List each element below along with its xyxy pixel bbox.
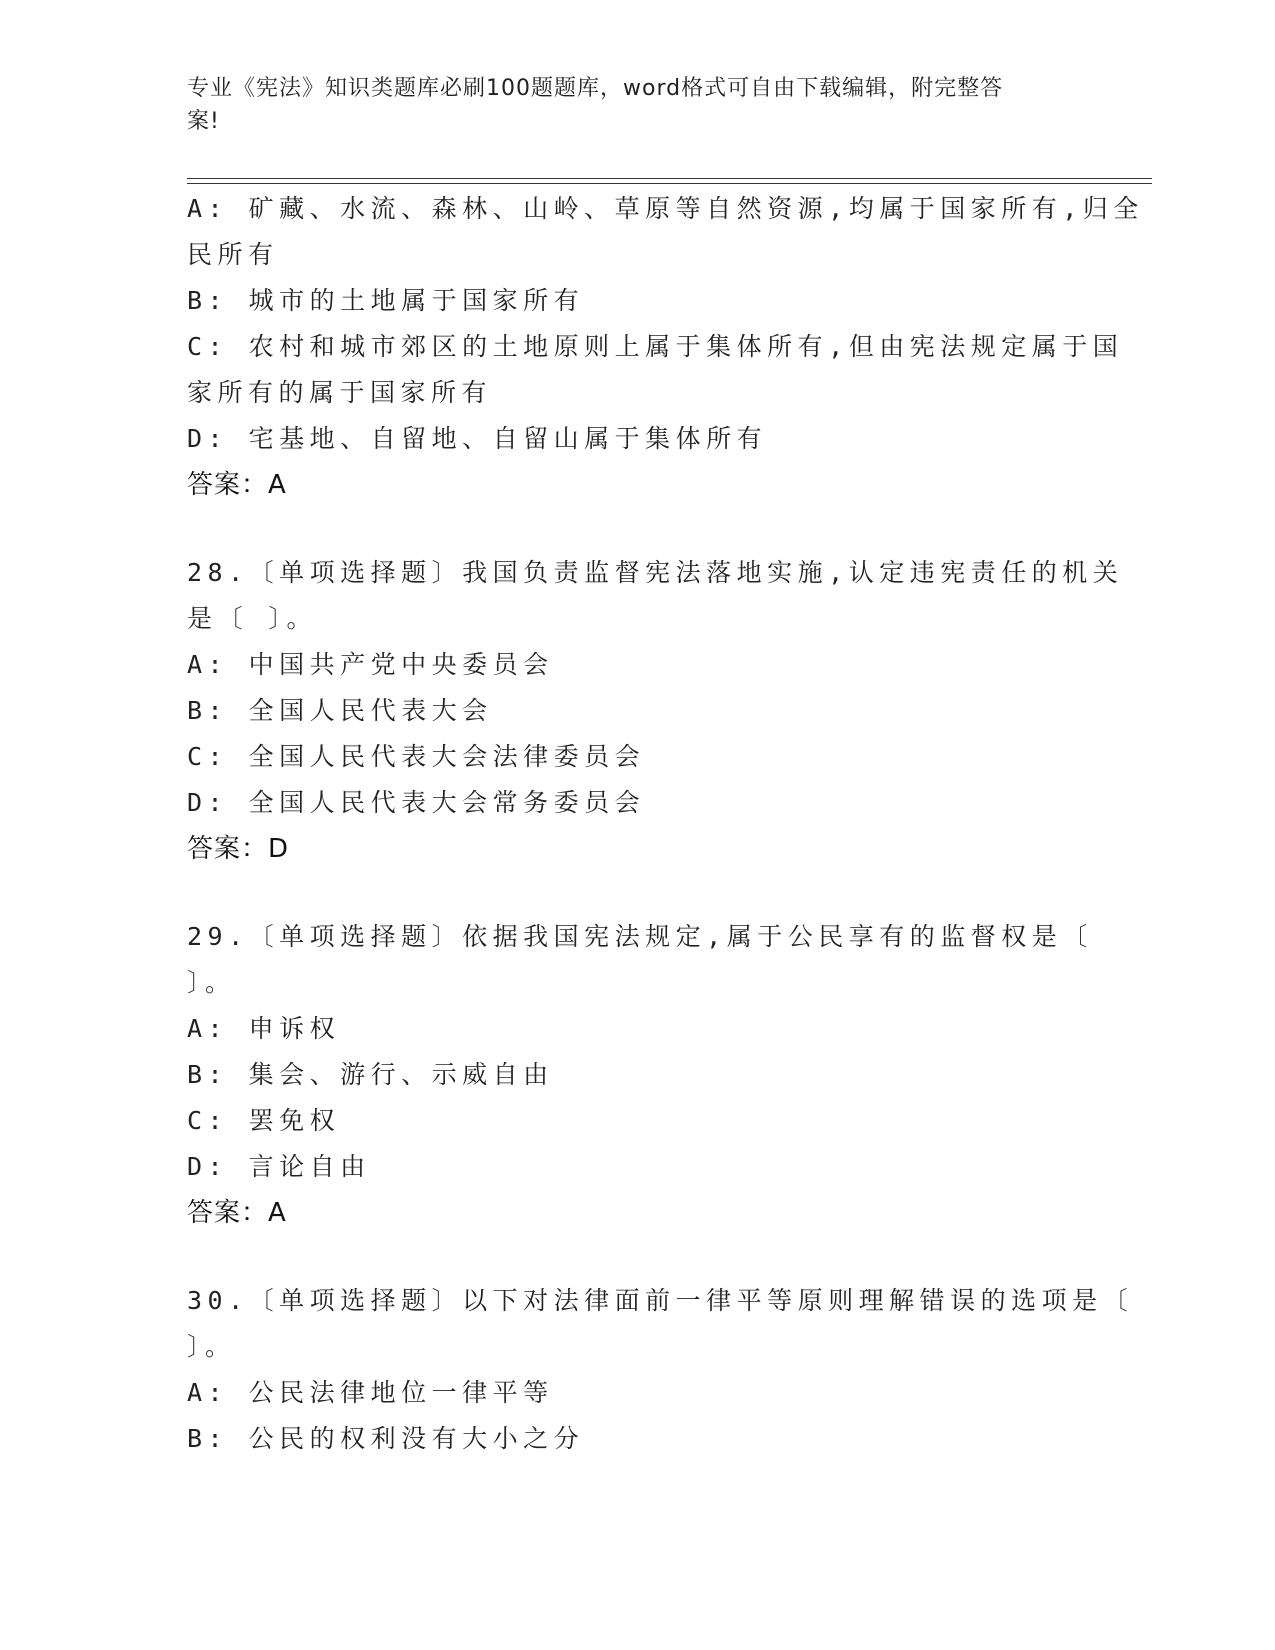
question-stem-continued: 〕。 — [187, 1332, 236, 1361]
option-c-continued: 家所有的属于国家所有 — [187, 378, 493, 407]
question-stem: 30.〔单项选择题〕以下对法律面前一律平等原则理解错误的选项是〔 — [187, 1286, 1134, 1315]
question-stem: 28.〔单项选择题〕我国负责监督宪法落地实施,认定违宪责任的机关 — [187, 558, 1124, 587]
header-divider-bottom — [187, 183, 1152, 184]
header-line-2: 案! — [187, 109, 220, 134]
option-c: C: 罢免权 — [187, 1106, 341, 1135]
option-d: D: 宅基地、自留地、自留山属于集体所有 — [187, 424, 768, 453]
option-a: A: 申诉权 — [187, 1014, 341, 1043]
option-d: D: 言论自由 — [187, 1152, 371, 1181]
question-stem-continued: 〕。 — [187, 968, 236, 997]
question-list — [187, 186, 1144, 1504]
question-stem-continued: 是〔 〕。 — [187, 604, 318, 633]
question-27-continued — [187, 186, 1144, 508]
option-a: A: 中国共产党中央委员会 — [187, 650, 554, 679]
option-c: C: 农村和城市郊区的土地原则上属于集体所有,但由宪法规定属于国 — [187, 332, 1124, 361]
question-28 — [187, 550, 1124, 872]
question-stem: 29.〔单项选择题〕依据我国宪法规定,属于公民享有的监督权是〔 — [187, 922, 1093, 951]
header-divider-top — [187, 178, 1152, 179]
header-line-1: 专业《宪法》知识类题库必刷100题题库，word格式可自由下载编辑，附完整答 — [187, 76, 1004, 101]
option-d: D: 全国人民代表大会常务委员会 — [187, 788, 646, 817]
question-30 — [187, 1278, 1134, 1462]
answer: 答案：A — [187, 470, 287, 500]
option-b: B: 集会、游行、示威自由 — [187, 1060, 554, 1089]
option-c: C: 全国人民代表大会法律委员会 — [187, 742, 646, 771]
option-b: B: 城市的土地属于国家所有 — [187, 286, 585, 315]
option-b: B: 公民的权利没有大小之分 — [187, 1424, 585, 1453]
option-b: B: 全国人民代表大会 — [187, 696, 493, 725]
option-a: A: 矿藏、水流、森林、山岭、草原等自然资源,均属于国家所有,归全 — [187, 194, 1144, 223]
option-a: A: 公民法律地位一律平等 — [187, 1378, 554, 1407]
document-header — [187, 72, 1067, 138]
answer: 答案：A — [187, 1198, 287, 1228]
option-a-continued: 民所有 — [187, 240, 279, 269]
question-29 — [187, 914, 1093, 1236]
answer: 答案：D — [187, 834, 290, 864]
